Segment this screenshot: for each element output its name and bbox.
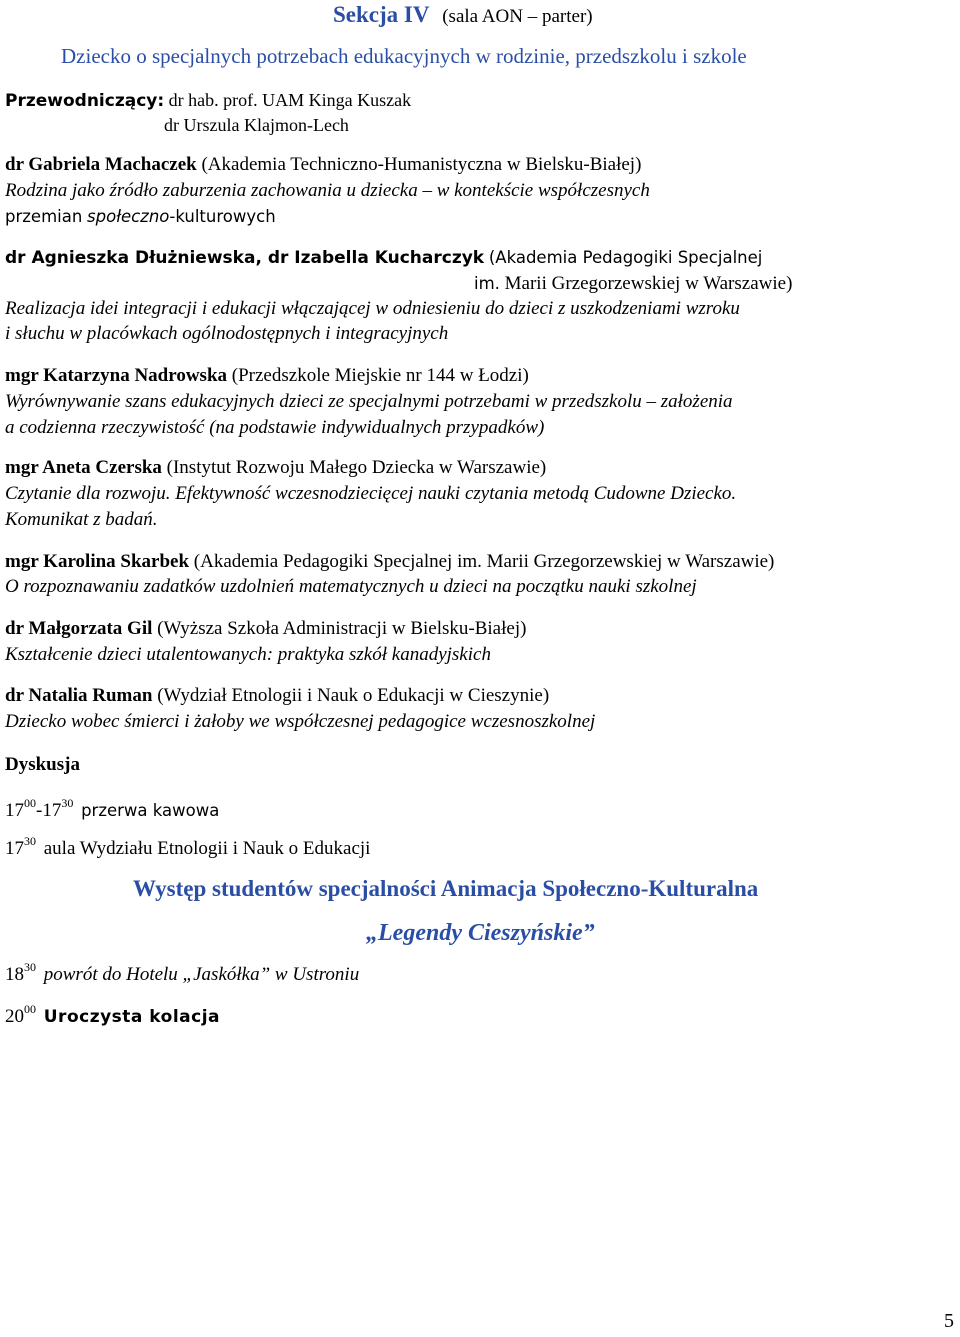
aula-minutes: 30 [24, 834, 36, 848]
talk-3-title-line-2: a codzienna rzeczywistość (na podstawie indywidualnych przypadków) [5, 417, 545, 438]
talk-4-speaker: mgr Aneta Czerska [5, 457, 162, 478]
section-theme: Dziecko o specjalnych potrzebach edukacyjnych w rodzinie, przedszkolu i szkole [61, 44, 747, 68]
break-start-minutes: 00 [24, 796, 36, 810]
talk-6-speaker: dr Małgorzata Gil [5, 618, 153, 639]
talk-5-title-line-1: O rozpoznawaniu zadatków uzdolnień matematycznych u dzieci na początku nauki szkolnej [5, 576, 697, 597]
talk-1-title-line-1: Rodzina jako źródło zaburzenia zachowania u dziecka – w kontekście współczesnych [5, 180, 650, 201]
performance-subtitle: „Legendy Cieszyńskie” [366, 920, 595, 946]
talk-3-title-line-1: Wyrównywanie szans edukacyjnych dzieci ze specjalnymi potrzebami w przedszkolu – założenia [5, 391, 733, 412]
talk-1-title-line-2 [5, 207, 276, 226]
talk-4-title-line-2: Komunikat z badań. [5, 509, 158, 530]
break-separator: -17 [36, 800, 62, 821]
discussion-label: Dyskusja [5, 754, 80, 775]
aula-text: aula Wydziału Etnologii i Nauk o Edukacji [43, 838, 371, 859]
section-title: Sekcja IV [333, 2, 430, 27]
talk-2-affiliation-2: Marii Grzegorzewskiej w Warszawie) [504, 273, 793, 294]
break-end-minutes: 30 [61, 796, 74, 810]
talk-4-affiliation: (Instytut Rozwoju Małego Dziecka w Warszawie) [166, 457, 547, 478]
talk-6-title-line-1: Kształcenie dzieci utalentowanych: praktyka szkół kanadyjskich [5, 644, 491, 665]
chair-label: Przewodniczący: [5, 91, 165, 111]
talk-7-speaker: dr Natalia Ruman [5, 685, 153, 706]
section-room: (sala AON – parter) [442, 6, 593, 27]
talk-2-affiliation-line-2 [474, 274, 792, 293]
section-heading [333, 3, 593, 26]
page-number: 5 [944, 1310, 954, 1332]
break-text: przerwa kawowa [81, 801, 220, 820]
talk-4-speaker-line [5, 458, 546, 477]
break-start-hour: 17 [5, 800, 24, 821]
talk-2-affiliation-1: (Akademia Pedagogiki Specjalnej [488, 248, 763, 267]
talk-2-speaker-line [5, 248, 762, 267]
dinner-line [5, 1002, 221, 1027]
talk-7-affiliation: (Wydział Etnologii i Nauk o Edukacji w Cieszynie) [157, 685, 550, 706]
talk-1-title-part-b: społeczno [87, 207, 170, 226]
return-hour: 18 [5, 964, 24, 985]
talk-3-speaker-line [5, 366, 529, 385]
talk-1-speaker-line [5, 155, 641, 174]
talk-7-title-line-1: Dziecko wobec śmierci i żałoby we współczesnej pedagogice wczesnoszkolnej [5, 711, 596, 732]
chair-name-1: dr hab. prof. UAM Kinga Kuszak [168, 90, 412, 110]
talk-1-affiliation: (Akademia Techniczno-Humanistyczna w Bielsku-Białej) [201, 154, 642, 175]
talk-5-speaker: mgr Karolina Skarbek [5, 551, 190, 572]
talk-5-affiliation: (Akademia Pedagogiki Specjalnej im. Marii Grzegorzewskiej w Warszawie) [193, 551, 775, 572]
dinner-hour: 20 [5, 1006, 24, 1027]
dinner-minutes: 00 [24, 1002, 36, 1016]
return-line [5, 960, 360, 985]
coffee-break-line [5, 796, 220, 821]
talk-3-affiliation: (Przedszkole Miejskie nr 144 w Łodzi) [231, 365, 529, 386]
chair-line-1 [5, 91, 411, 110]
talk-2-title-line-1: Realizacja idei integracji i edukacji włączającej w odniesieniu do dzieci z uszkodzeniami wzroku [5, 298, 740, 319]
talk-2-title-line-2: i słuchu w placówkach ogólnodostępnych i integracyjnych [5, 323, 449, 344]
talk-4-title-line-1: Czytanie dla rozwoju. Efektywność wczesnodziecięcej nauki czytania metodą Cudowne Dziecko. [5, 483, 737, 504]
talk-6-affiliation: (Wyższa Szkoła Administracji w Bielsku-Białej) [157, 618, 527, 639]
return-minutes: 30 [24, 960, 36, 974]
aula-line [5, 834, 371, 859]
talk-7-speaker-line [5, 686, 549, 705]
talk-2-speaker: dr Agnieszka Dłużniewska, dr Izabella Kucharczyk [5, 248, 485, 268]
talk-1-title-part-c: -kulturowych [169, 207, 276, 226]
performance-title: Występ studentów specjalności Animacja Społeczno-Kulturalna [133, 876, 759, 901]
talk-1-title-part-a: przemian [5, 207, 83, 226]
talk-5-speaker-line [5, 552, 774, 571]
chair-name-2: dr Urszula Klajmon-Lech [164, 115, 349, 135]
talk-6-speaker-line [5, 619, 526, 638]
talk-2-affiliation-im: im. [474, 274, 500, 293]
talk-3-speaker: mgr Katarzyna Nadrowska [5, 365, 228, 386]
talk-1-speaker: dr Gabriela Machaczek [5, 154, 197, 175]
aula-hour: 17 [5, 838, 24, 859]
dinner-text: Uroczysta kolacja [43, 1007, 221, 1027]
return-text: powrót do Hotelu „Jaskółka” w Ustroniu [43, 964, 360, 985]
